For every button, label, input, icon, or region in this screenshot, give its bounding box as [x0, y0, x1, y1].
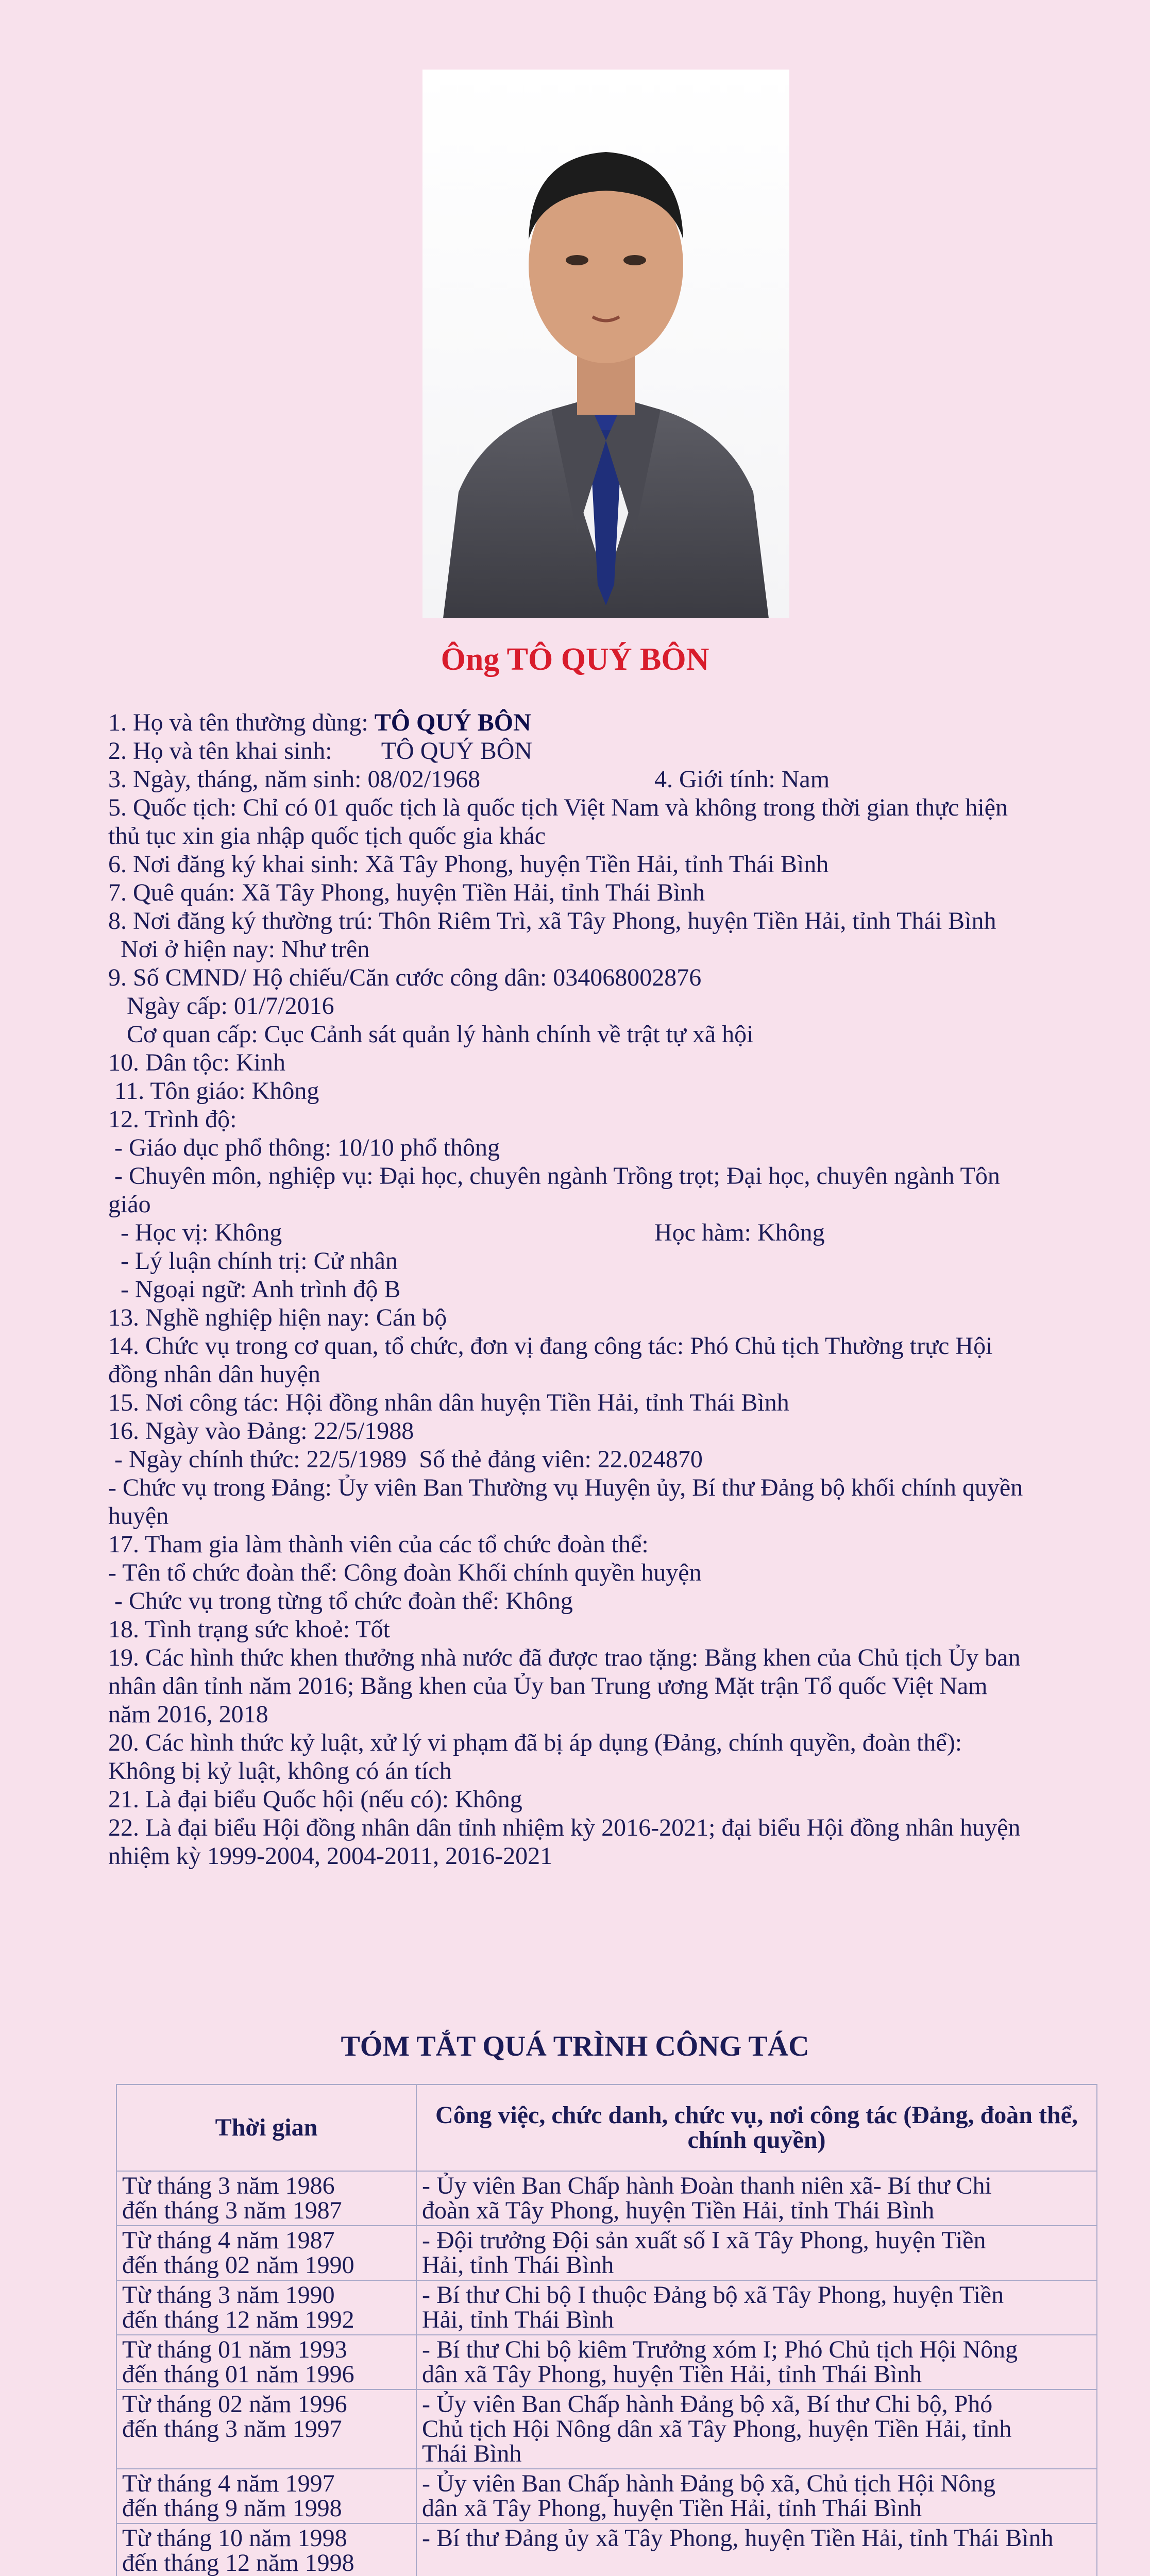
work-description-cell [416, 2280, 1097, 2335]
work-description-line: Hải, tỉnh Thái Bình [422, 2251, 614, 2279]
work-description-line: - Ủy viên Ban Chấp hành Đảng bộ xã, Chủ tịch Hội Nông [422, 2470, 996, 2497]
work-description-line: - Bí thư Chi bộ I thuộc Đảng bộ xã Tây Phong, huyện Tiền [422, 2281, 1004, 2309]
work-period-line: đến tháng 3 năm 1987 [122, 2197, 342, 2224]
work-period-line: Từ tháng 3 năm 1986 [122, 2172, 335, 2199]
info-line: 20. Các hình thức kỷ luật, xử lý vi phạm đã bị áp dụng (Đảng, chính quyền, đoàn thể): [108, 1729, 962, 1756]
work-period-cell [116, 2469, 416, 2523]
info-line: - Ngày chính thức: 22/5/1989 Số thẻ đảng viên: 22.024870 [108, 1446, 703, 1473]
work-description-line: - Đội trưởng Đội sản xuất số I xã Tây Phong, huyện Tiền [422, 2227, 986, 2254]
column-header-desc-line2: (Đảng, đoàn thể, chính quyền) [687, 2102, 1078, 2154]
info-line: Không bị kỷ luật, không có án tích [108, 1757, 452, 1785]
work-period-cell [116, 2389, 416, 2469]
work-description-line: - Bí thư Chi bộ kiêm Trưởng xóm I; Phó Chủ tịch Hội Nông [422, 2336, 1018, 2363]
work-period-line: đến tháng 12 năm 1998 [122, 2549, 354, 2576]
info-line [108, 1218, 1103, 1247]
work-description-line: dân xã Tây Phong, huyện Tiền Hải, tỉnh Thái Bình [422, 2361, 922, 2388]
info-line: 13. Nghề nghiệp hiện nay: Cán bộ [108, 1304, 447, 1331]
work-description-line: Hải, tỉnh Thái Bình [422, 2306, 614, 2333]
work-description-line: - Bí thư Đảng ủy xã Tây Phong, huyện Tiền Hải, tỉnh Thái Bình [422, 2524, 1054, 2552]
work-period-line: Từ tháng 4 năm 1997 [122, 2470, 335, 2497]
info-line [108, 765, 1103, 793]
info-line: 11. Tôn giáo: Không [108, 1077, 319, 1105]
info-text: 3. Ngày, tháng, năm sinh: 08/02/1968 [108, 766, 481, 793]
info-line: 8. Nơi đăng ký thường trú: Thôn Riêm Trì, xã Tây Phong, huyện Tiền Hải, tỉnh Thái Bình [108, 907, 996, 935]
table-row [116, 2523, 1097, 2576]
work-history-body [116, 2171, 1097, 2576]
info-line: 22. Là đại biểu Hội đồng nhân dân tỉnh nhiệm kỳ 2016-2021; đại biểu Hội đồng nhân huyện [108, 1814, 1021, 1841]
info-line: năm 2016, 2018 [108, 1701, 268, 1728]
academic-rank: Học hàm: Không [654, 1219, 825, 1246]
work-period-line: Từ tháng 02 năm 1996 [122, 2391, 347, 2418]
info-line: 21. Là đại biểu Quốc hội (nếu có): Không [108, 1786, 522, 1813]
work-period-line: đến tháng 01 năm 1996 [122, 2361, 354, 2388]
column-header-desc-line1: Công việc, chức danh, chức vụ, nơi công tác [435, 2102, 898, 2129]
info-line [108, 708, 1103, 737]
info-line: - Tên tổ chức đoàn thể: Công đoàn Khối chính quyền huyện [108, 1559, 702, 1586]
work-description-line: Thái Bình [422, 2440, 522, 2467]
info-line: 2. Họ và tên khai sinh: TÔ QUÝ BÔN [108, 737, 533, 765]
info-line: - Chức vụ trong từng tổ chức đoàn thể: Không [108, 1587, 573, 1615]
work-description-line: đoàn xã Tây Phong, huyện Tiền Hải, tỉnh Thái Bình [422, 2197, 935, 2224]
info-line: 6. Nơi đăng ký khai sinh: Xã Tây Phong, huyện Tiền Hải, tỉnh Thái Bình [108, 851, 829, 878]
work-period-cell [116, 2523, 416, 2576]
table-row [116, 2226, 1097, 2280]
info-line: Nơi ở hiện nay: Như trên [108, 936, 370, 963]
work-period-line: đến tháng 9 năm 1998 [122, 2495, 342, 2522]
info-line: - Ngoại ngữ: Anh trình độ B [108, 1276, 401, 1303]
info-line: - Giáo dục phổ thông: 10/10 phổ thông [108, 1134, 500, 1161]
info-line: nhiệm kỳ 1999-2004, 2004-2011, 2016-2021 [108, 1842, 553, 1870]
info-line: giáo [108, 1191, 151, 1218]
work-history-title: TÓM TẮT QUÁ TRÌNH CÔNG TÁC [341, 2030, 809, 2062]
info-line: 10. Dân tộc: Kinh [108, 1049, 285, 1076]
work-description-cell [416, 2523, 1097, 2576]
work-description-cell [416, 2171, 1097, 2226]
info-line: thủ tục xin gia nhập quốc tịch quốc gia khác [108, 822, 546, 850]
info-line: 5. Quốc tịch: Chỉ có 01 quốc tịch là quốc tịch Việt Nam và không trong thời gian thực hiện [108, 794, 1008, 821]
info-line: 16. Ngày vào Đảng: 22/5/1988 [108, 1417, 414, 1445]
work-period-line: Từ tháng 10 năm 1998 [122, 2524, 347, 2552]
work-description-cell [416, 2335, 1097, 2389]
info-line: huyện [108, 1502, 169, 1530]
info-line: - Lý luận chính trị: Cử nhân [108, 1247, 398, 1275]
work-period-line: đến tháng 12 năm 1992 [122, 2306, 354, 2333]
info-text: - Học vị: Không [108, 1219, 282, 1246]
info-line: 7. Quê quán: Xã Tây Phong, huyện Tiền Hải, tỉnh Thái Bình [108, 879, 705, 906]
work-description-cell [416, 2226, 1097, 2280]
table-row [116, 2280, 1097, 2335]
work-description-line: Chủ tịch Hội Nông dân xã Tây Phong, huyện Tiền Hải, tỉnh [422, 2415, 1012, 2443]
candidate-name-title: Ông TÔ QUÝ BÔN [441, 642, 709, 677]
info-line: 14. Chức vụ trong cơ quan, tổ chức, đơn vị đang công tác: Phó Chủ tịch Thường trực Hội [108, 1332, 993, 1360]
table-row [116, 2335, 1097, 2389]
table-header-row [116, 2084, 1097, 2171]
info-line: Ngày cấp: 01/7/2016 [108, 992, 334, 1020]
work-period-cell [116, 2171, 416, 2226]
work-description-line: - Ủy viên Ban Chấp hành Đảng bộ xã, Bí thư Chi bộ, Phó [422, 2391, 993, 2418]
work-period-cell [116, 2335, 416, 2389]
portrait-photo [422, 70, 789, 618]
personal-info [108, 708, 1103, 1870]
info-line: - Chức vụ trong Đảng: Ủy viên Ban Thường vụ Huyện ủy, Bí thư Đảng bộ khối chính quyền [108, 1474, 1023, 1501]
info-line: 15. Nơi công tác: Hội đồng nhân dân huyện Tiền Hải, tỉnh Thái Bình [108, 1389, 789, 1416]
info-line: 19. Các hình thức khen thưởng nhà nước đã được trao tặng: Bằng khen của Chủ tịch Ủy ban [108, 1644, 1021, 1671]
gender: 4. Giới tính: Nam [654, 766, 830, 793]
work-period-cell [116, 2280, 416, 2335]
info-line: Cơ quan cấp: Cục Cảnh sát quản lý hành chính về trật tự xã hội [108, 1021, 754, 1048]
work-period-cell [116, 2226, 416, 2280]
info-line: nhân dân tỉnh năm 2016; Bằng khen của Ủy ban Trung ương Mặt trận Tổ quốc Việt Nam [108, 1672, 988, 1700]
work-period-line: Từ tháng 3 năm 1990 [122, 2281, 335, 2309]
info-line: - Chuyên môn, nghiệp vụ: Đại học, chuyên ngành Trồng trọt; Đại học, chuyên ngành Tôn [108, 1162, 1000, 1190]
work-period-line: đến tháng 3 năm 1997 [122, 2415, 342, 2443]
table-row [116, 2389, 1097, 2469]
portrait-image [422, 70, 789, 618]
work-period-line: Từ tháng 4 năm 1987 [122, 2227, 335, 2254]
work-description-line: dân xã Tây Phong, huyện Tiền Hải, tỉnh Thái Bình [422, 2495, 922, 2522]
info-line: đồng nhân dân huyện [108, 1361, 320, 1388]
work-history-table [116, 2084, 1097, 2576]
info-line: 9. Số CMND/ Hộ chiếu/Căn cước công dân: 034068002876 [108, 964, 702, 991]
column-header-time: Thời gian [116, 2084, 416, 2171]
work-description-cell [416, 2469, 1097, 2523]
work-period-line: đến tháng 02 năm 1990 [122, 2251, 354, 2279]
info-line: 12. Trình độ: [108, 1106, 237, 1133]
table-row [116, 2171, 1097, 2226]
info-line: 17. Tham gia làm thành viên của các tổ chức đoàn thể: [108, 1531, 649, 1558]
column-header-description [416, 2084, 1097, 2171]
info-line: 18. Tình trạng sức khoẻ: Tốt [108, 1616, 390, 1643]
common-name: TÔ QUÝ BÔN [374, 709, 531, 736]
work-description-cell [416, 2389, 1097, 2469]
table-row [116, 2469, 1097, 2523]
work-description-line: - Ủy viên Ban Chấp hành Đoàn thanh niên xã- Bí thư Chi [422, 2172, 992, 2199]
work-period-line: Từ tháng 01 năm 1993 [122, 2336, 347, 2363]
info-text: 1. Họ và tên thường dùng: [108, 709, 375, 736]
